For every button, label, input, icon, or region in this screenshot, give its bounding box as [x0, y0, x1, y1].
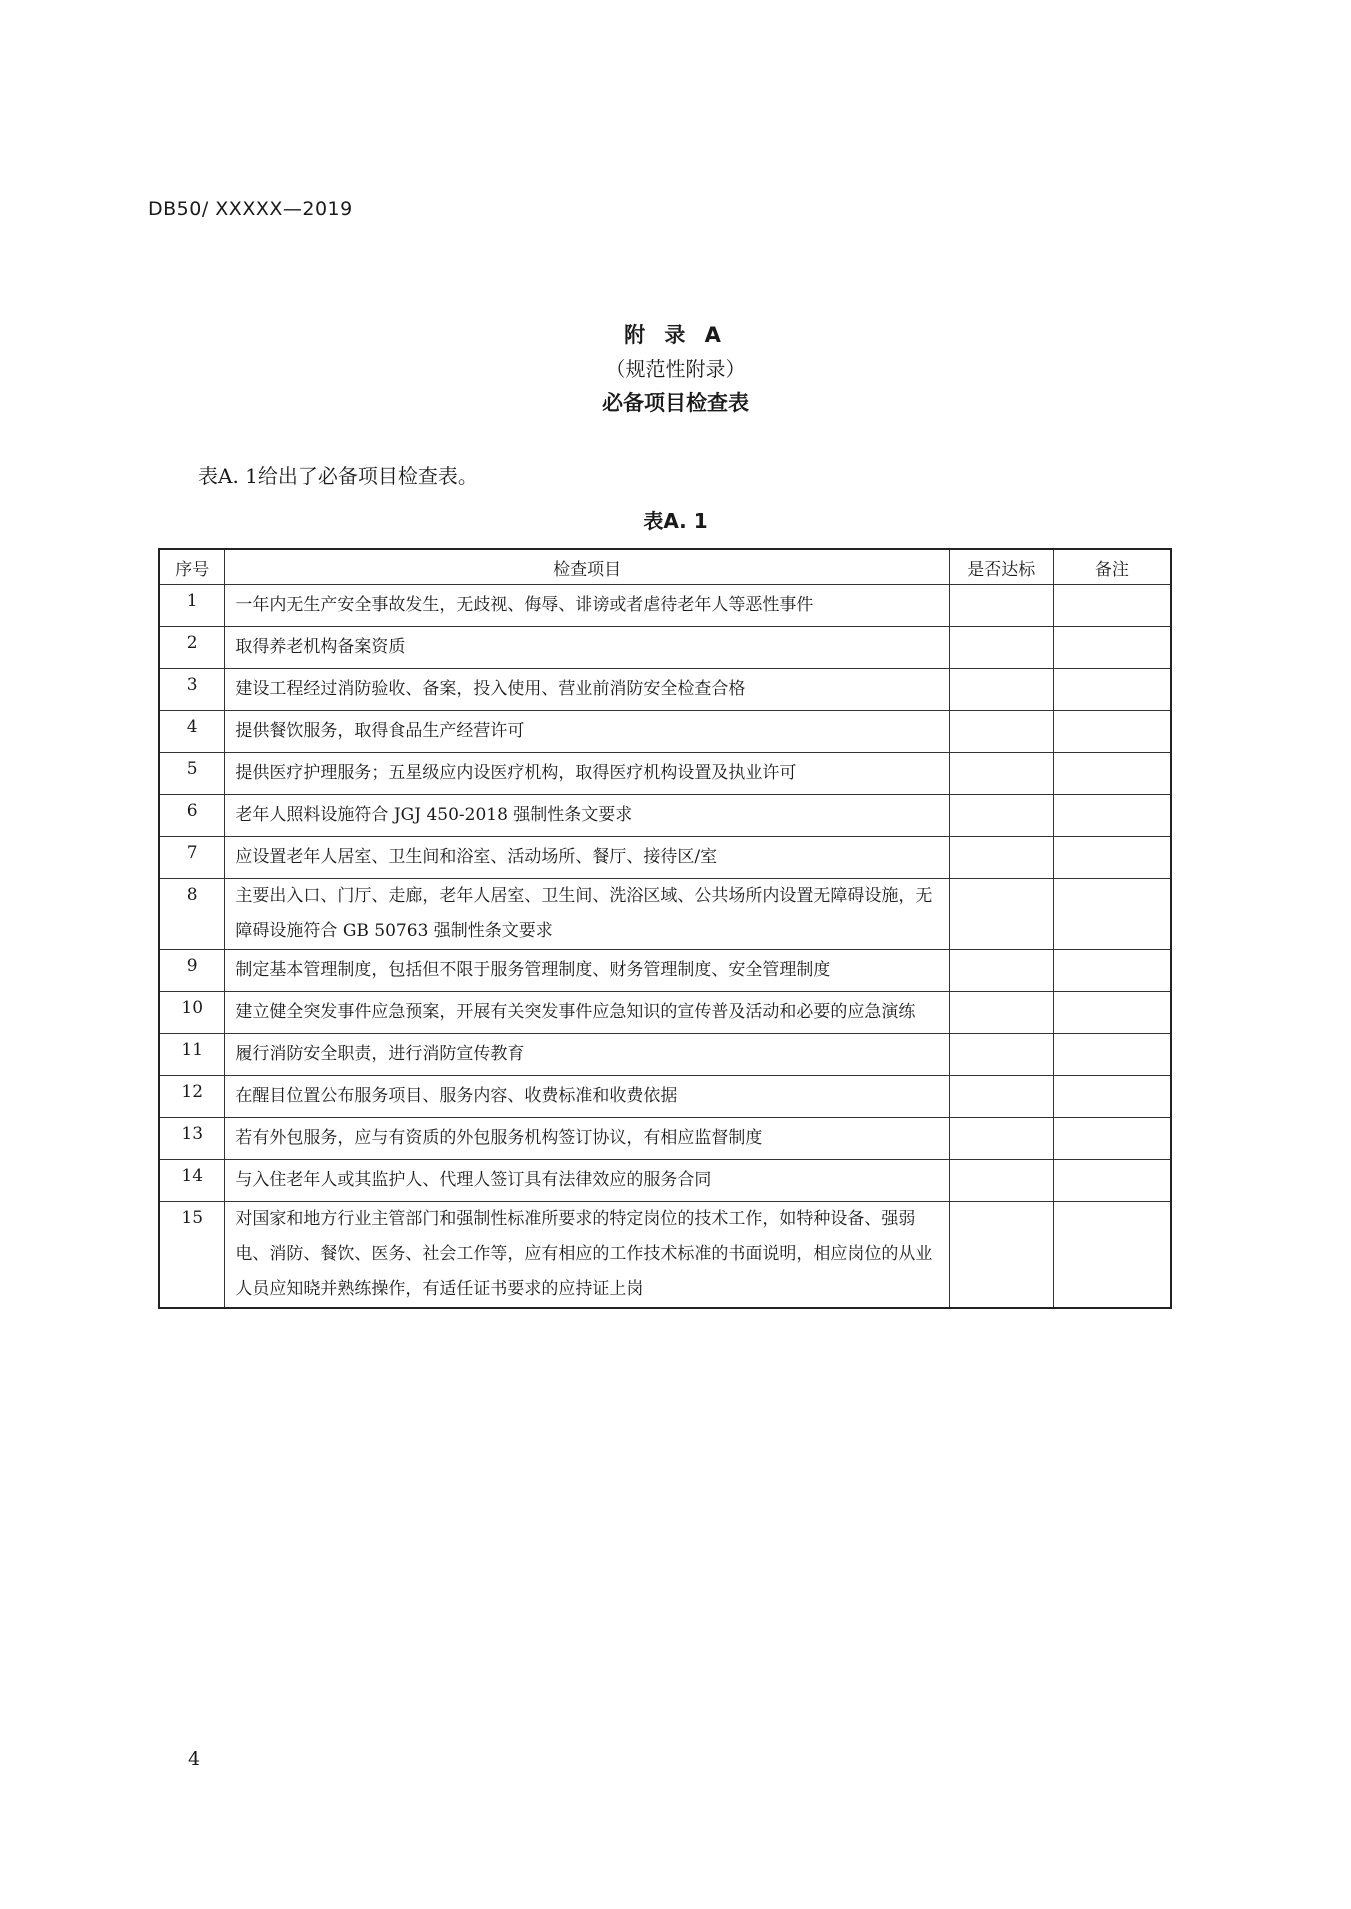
table-row [159, 669, 1171, 711]
pass-cell[interactable] [949, 879, 1053, 950]
table-row [159, 992, 1171, 1034]
pass-cell[interactable] [949, 627, 1053, 669]
remark-cell[interactable] [1053, 1202, 1171, 1309]
check-item: 若有外包服务，应与有资质的外包服务机构签订协议，有相应监督制度 [225, 1118, 949, 1160]
appendix-heading [0, 318, 1351, 420]
row-number: 15 [159, 1202, 225, 1309]
check-item: 履行消防安全职责，进行消防宣传教育 [225, 1034, 949, 1076]
check-item: 提供餐饮服务，取得食品生产经营许可 [225, 711, 949, 753]
table-row [159, 950, 1171, 992]
check-item: 取得养老机构备案资质 [225, 627, 949, 669]
pass-cell[interactable] [949, 1076, 1053, 1118]
pass-cell[interactable] [949, 1118, 1053, 1160]
row-number: 11 [159, 1034, 225, 1076]
header-pass: 是否达标 [949, 549, 1053, 585]
check-item: 应设置老年人居室、卫生间和浴室、活动场所、餐厅、接待区/室 [225, 837, 949, 879]
row-number: 10 [159, 992, 225, 1034]
check-item: 提供医疗护理服务；五星级应内设医疗机构，取得医疗机构设置及执业许可 [225, 753, 949, 795]
remark-cell[interactable] [1053, 879, 1171, 950]
remark-cell[interactable] [1053, 711, 1171, 753]
row-number: 1 [159, 585, 225, 627]
remark-cell[interactable] [1053, 669, 1171, 711]
pass-cell[interactable] [949, 1160, 1053, 1202]
remark-cell[interactable] [1053, 585, 1171, 627]
row-number: 9 [159, 950, 225, 992]
check-item: 与入住老年人或其监护人、代理人签订具有法律效应的服务合同 [225, 1160, 949, 1202]
row-number: 8 [159, 879, 225, 950]
remark-cell[interactable] [1053, 1076, 1171, 1118]
table-row [159, 1202, 1171, 1309]
check-item: 一年内无生产安全事故发生，无歧视、侮辱、诽谤或者虐待老年人等恶性事件 [225, 585, 949, 627]
table-row [159, 795, 1171, 837]
appendix-name: 必备项目检查表 [602, 391, 749, 415]
check-item: 老年人照料设施符合 JGJ 450-2018 强制性条文要求 [225, 795, 949, 837]
pass-cell[interactable] [949, 711, 1053, 753]
pass-cell[interactable] [949, 795, 1053, 837]
header-remark: 备注 [1053, 549, 1171, 585]
check-item: 在醒目位置公布服务项目、服务内容、收费标准和收费依据 [225, 1076, 949, 1118]
row-number: 3 [159, 669, 225, 711]
table-row [159, 1160, 1171, 1202]
table-caption: 表A. 1 [643, 509, 708, 533]
table-row [159, 753, 1171, 795]
row-number: 2 [159, 627, 225, 669]
checklist-table [158, 548, 1172, 1309]
remark-cell[interactable] [1053, 795, 1171, 837]
appendix-title: 附 录 A [624, 323, 727, 347]
pass-cell[interactable] [949, 992, 1053, 1034]
check-item: 建立健全突发事件应急预案，开展有关突发事件应急知识的宣传普及活动和必要的应急演练 [225, 992, 949, 1034]
header-no: 序号 [159, 549, 225, 585]
appendix-subtitle: （规范性附录） [605, 357, 746, 381]
table-row [159, 627, 1171, 669]
document-code: DB50/ XXXXX—2019 [148, 198, 353, 220]
table-row [159, 879, 1171, 950]
table-row [159, 1118, 1171, 1160]
check-item: 主要出入口、门厅、走廊，老年人居室、卫生间、洗浴区域、公共场所内设置无障碍设施，无障碍设施符合 GB 50763 强制性条文要求 [225, 879, 949, 950]
pass-cell[interactable] [949, 837, 1053, 879]
intro-paragraph: 表A. 1给出了必备项目检查表。 [198, 464, 478, 488]
remark-cell[interactable] [1053, 1160, 1171, 1202]
remark-cell[interactable] [1053, 992, 1171, 1034]
pass-cell[interactable] [949, 585, 1053, 627]
page-number: 4 [188, 1748, 201, 1770]
pass-cell[interactable] [949, 753, 1053, 795]
row-number: 13 [159, 1118, 225, 1160]
table-row [159, 585, 1171, 627]
remark-cell[interactable] [1053, 753, 1171, 795]
row-number: 5 [159, 753, 225, 795]
row-number: 6 [159, 795, 225, 837]
table-header-row [159, 549, 1171, 585]
table-row [159, 837, 1171, 879]
check-item: 对国家和地方行业主管部门和强制性标准所要求的特定岗位的技术工作，如特种设备、强弱电、消防、餐饮、医务、社会工作等，应有相应的工作技术标准的书面说明，相应岗位的从业人员应知晓并熟练操作，有适任证书要求的应持证上岗 [225, 1202, 949, 1309]
row-number: 14 [159, 1160, 225, 1202]
table-row [159, 1076, 1171, 1118]
table-body [159, 585, 1171, 1309]
remark-cell[interactable] [1053, 950, 1171, 992]
table-row [159, 1034, 1171, 1076]
check-item: 制定基本管理制度，包括但不限于服务管理制度、财务管理制度、安全管理制度 [225, 950, 949, 992]
pass-cell[interactable] [949, 1202, 1053, 1309]
pass-cell[interactable] [949, 1034, 1053, 1076]
header-item: 检查项目 [225, 549, 949, 585]
remark-cell[interactable] [1053, 627, 1171, 669]
check-item: 建设工程经过消防验收、备案，投入使用、营业前消防安全检查合格 [225, 669, 949, 711]
pass-cell[interactable] [949, 669, 1053, 711]
row-number: 12 [159, 1076, 225, 1118]
remark-cell[interactable] [1053, 837, 1171, 879]
pass-cell[interactable] [949, 950, 1053, 992]
remark-cell[interactable] [1053, 1118, 1171, 1160]
row-number: 7 [159, 837, 225, 879]
table-row [159, 711, 1171, 753]
row-number: 4 [159, 711, 225, 753]
remark-cell[interactable] [1053, 1034, 1171, 1076]
